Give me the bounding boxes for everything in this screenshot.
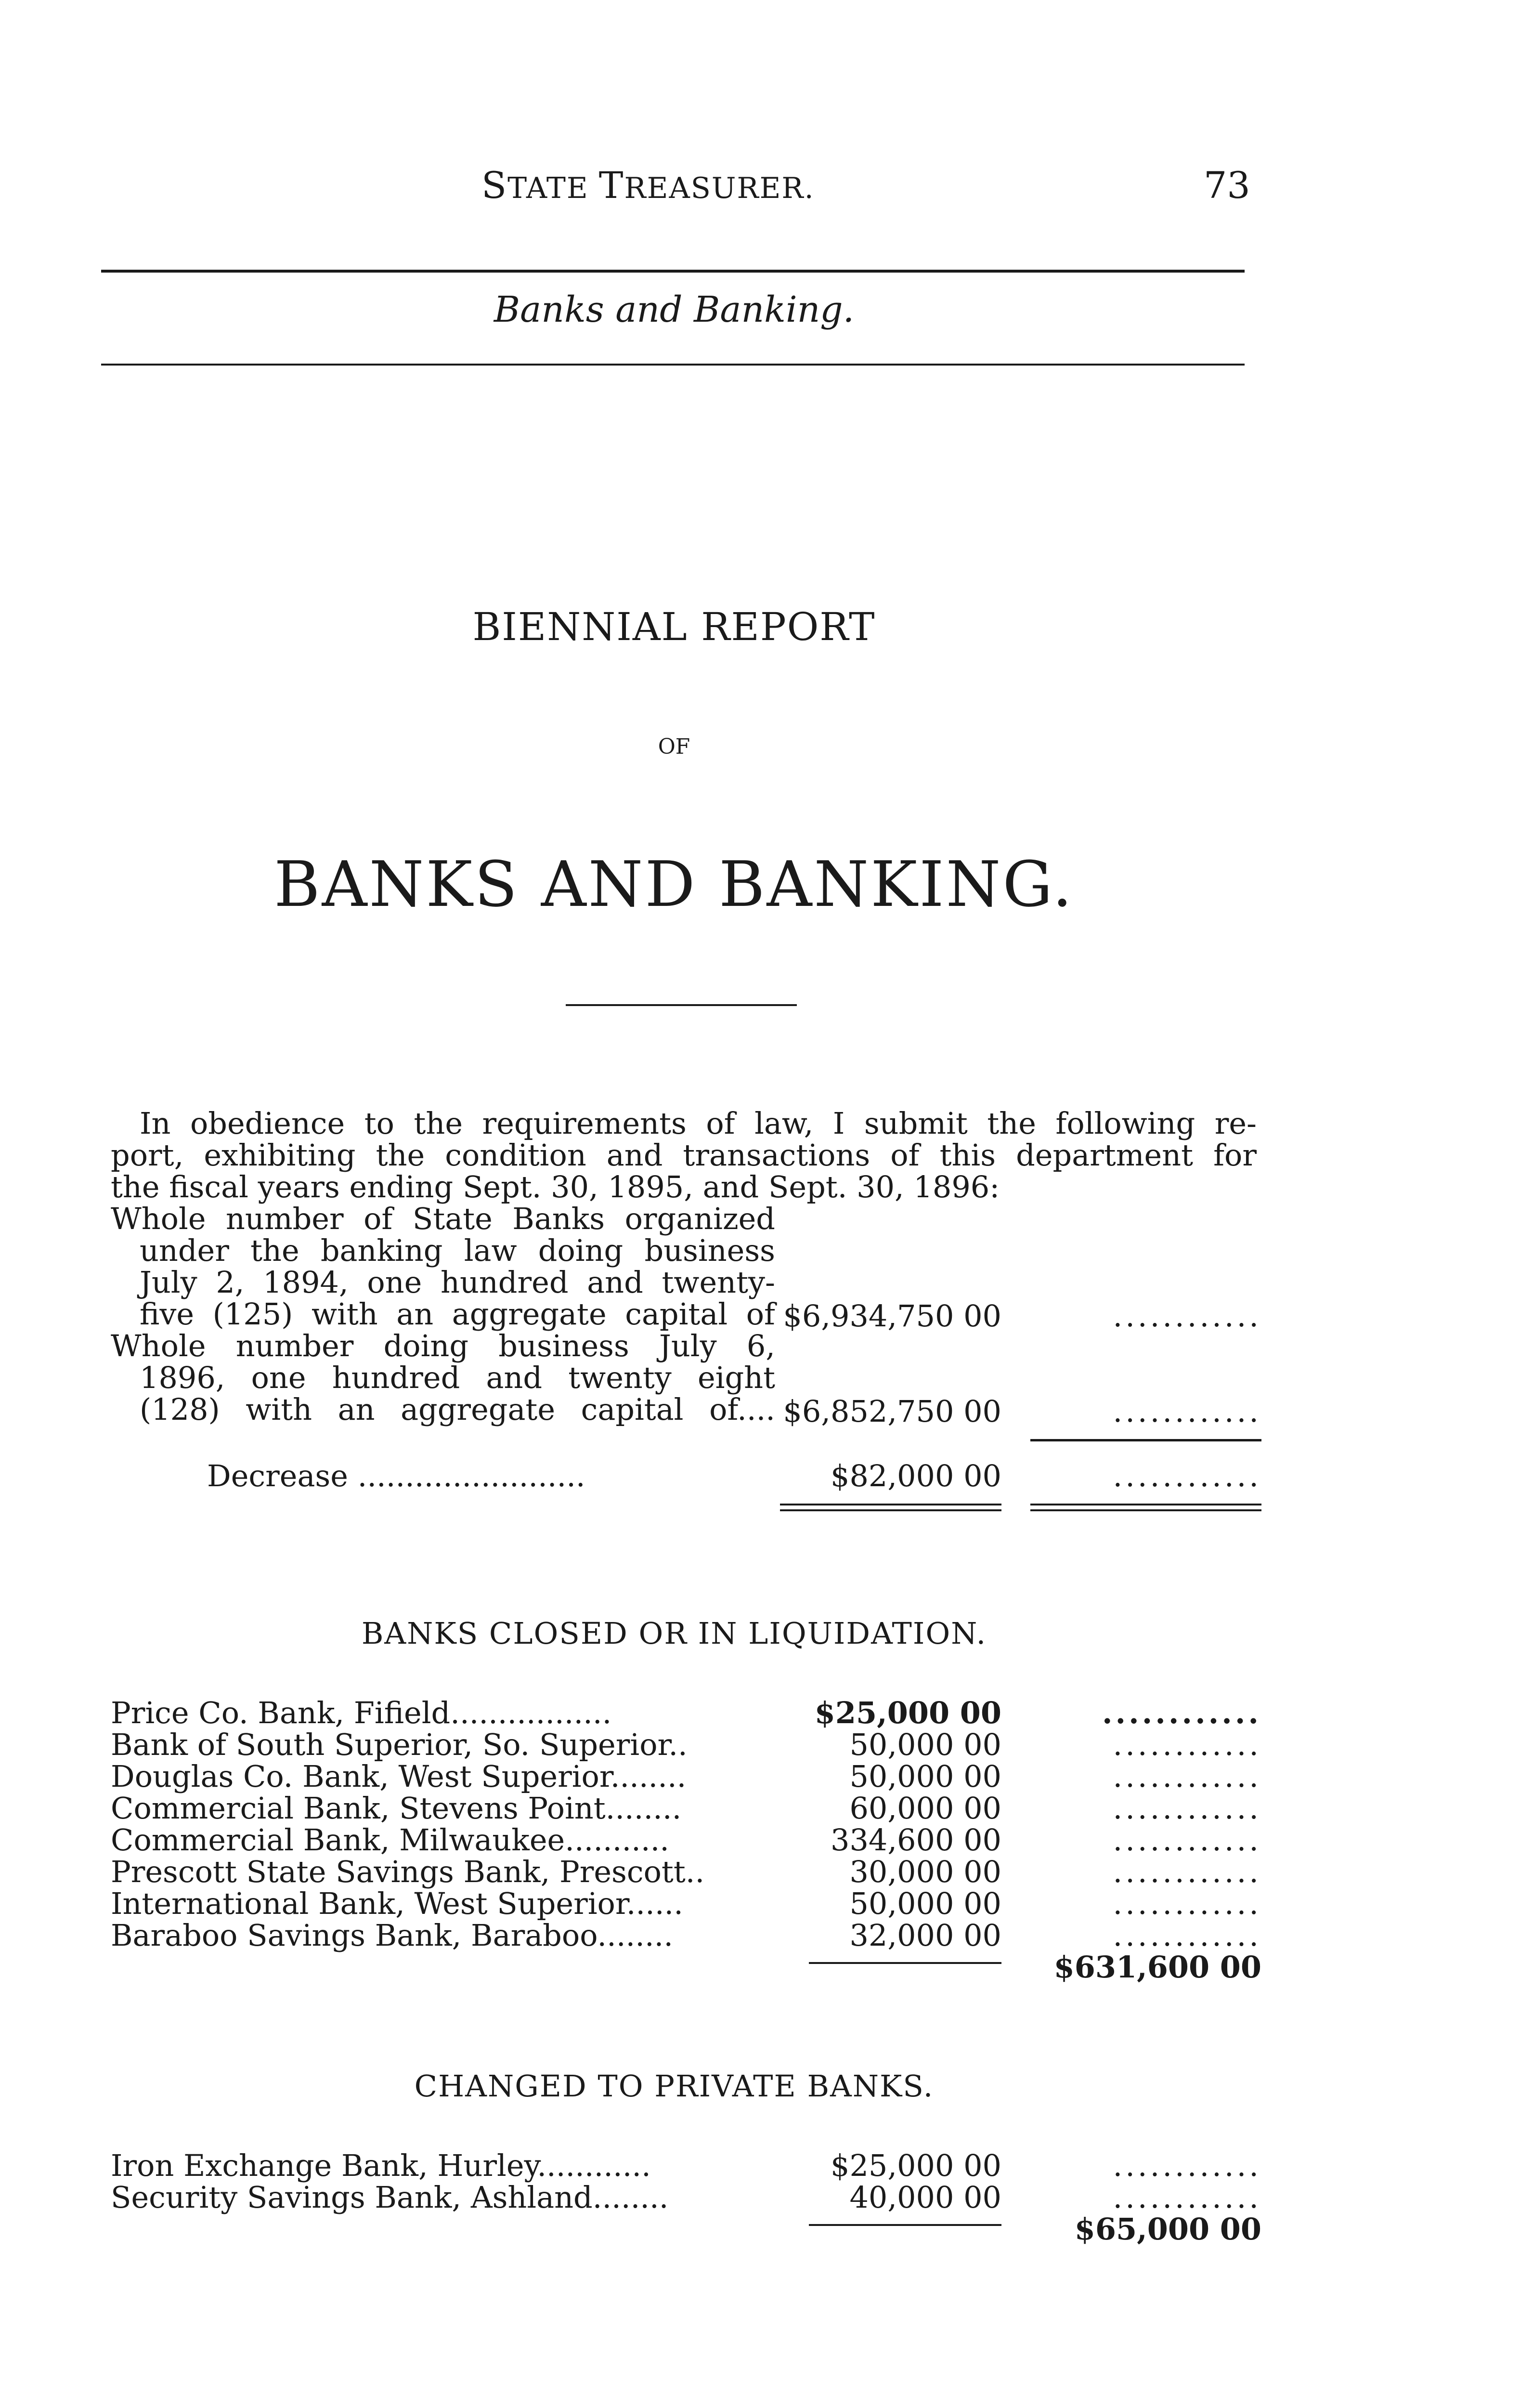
item1-line-1: Whole number of State Banks organized (111, 1201, 775, 1236)
closed-row-name: International Bank, West Superior...... (111, 1886, 683, 1921)
private-heading: CHANGED TO PRIVATE BANKS. (414, 2068, 934, 2104)
private-row-dots: ............ (1113, 2180, 1261, 2215)
item1-line-4: five (125) with an aggregate capital of (140, 1296, 775, 1332)
private-row-name: Security Savings Bank, Ashland........ (111, 2180, 669, 2215)
closed-row-amount: 32,000 00 (849, 1918, 1001, 1953)
header-rule-bottom (101, 364, 1245, 366)
closed-row-dots: ............ (1113, 1854, 1261, 1889)
report-title-of: OF (658, 734, 690, 759)
item2-rule (1030, 1439, 1261, 1441)
decrease-double-rule-a1 (780, 1504, 1001, 1505)
running-title-rest-1: TATE (507, 171, 599, 205)
running-title-initial-1: S (481, 164, 508, 207)
section-subhead: Banks and Banking. (494, 289, 855, 330)
closed-row-name: Bank of South Superior, So. Superior.. (111, 1727, 688, 1762)
private-row-amount: $25,000 00 (831, 2148, 1001, 2183)
closed-row-amount: 50,000 00 (849, 1727, 1001, 1762)
closed-row-amount: 50,000 00 (849, 1759, 1001, 1794)
decrease-dots: ............ (1113, 1458, 1261, 1493)
closed-row-amount: 334,600 00 (831, 1822, 1001, 1858)
closed-row-name: Commercial Bank, Stevens Point........ (111, 1791, 682, 1826)
item2-line-1: Whole number doing business July 6, (111, 1328, 775, 1363)
closed-row-dots: ............ (1102, 1695, 1261, 1730)
decrease-label: Decrease ........................ (207, 1458, 585, 1493)
intro-line-1: In obedience to the requirements of law, I submit the following re- (140, 1106, 1257, 1141)
item1-line-3: July 2, 1894, one hundred and twenty- (140, 1265, 775, 1300)
intro-line-3: the fiscal years ending Sept. 30, 1895, and Sept. 30, 1896: (111, 1169, 1000, 1204)
private-total: $65,000 00 (1074, 2212, 1261, 2247)
decrease-double-rule-b1 (1030, 1504, 1261, 1505)
closed-subtotal-rule (809, 1962, 1001, 1964)
item2-line-3: (128) with an aggregate capital of.... (140, 1392, 775, 1427)
item1-amount: $6,934,750 00 (783, 1298, 1001, 1334)
closed-row-dots: ............ (1113, 1918, 1261, 1953)
intro-paragraph (111, 1108, 1257, 1203)
closed-row-amount: 50,000 00 (849, 1886, 1001, 1921)
closed-row-dots: ............ (1113, 1791, 1261, 1826)
item2-line-2: 1896, one hundred and twenty eight (140, 1360, 775, 1395)
closed-row-name: Baraboo Savings Bank, Baraboo........ (111, 1918, 674, 1953)
decrease-amount: $82,000 00 (831, 1458, 1001, 1493)
report-title-main: BANKS AND BANKING. (274, 848, 1074, 921)
intro-line-2: port, exhibiting the condition and transactions of this department for (111, 1138, 1257, 1173)
closed-row-dots: ............ (1113, 1727, 1261, 1762)
report-title-line1: BIENNIAL REPORT (472, 604, 876, 649)
running-title (481, 164, 815, 207)
closed-row-dots: ............ (1113, 1822, 1261, 1858)
header-rule-top (101, 270, 1245, 273)
state-banks-1894-text (111, 1203, 775, 1330)
page-number: 73 (1204, 164, 1250, 207)
private-row-dots: ............ (1113, 2148, 1261, 2183)
private-row-name: Iron Exchange Bank, Hurley............ (111, 2148, 651, 2183)
closed-total: $631,600 00 (1053, 1950, 1261, 1985)
closed-row-name: Price Co. Bank, Fifield................. (111, 1695, 612, 1730)
private-subtotal-rule (809, 2224, 1001, 2226)
state-banks-1896-text (111, 1330, 775, 1426)
item2-dots: ............ (1113, 1394, 1261, 1429)
closed-heading: BANKS CLOSED OR IN LIQUIDATION. (361, 1616, 987, 1651)
item1-line-2: under the banking law doing business (140, 1233, 775, 1268)
closed-row-name: Prescott State Savings Bank, Prescott.. (111, 1854, 705, 1889)
closed-row-dots: ............ (1113, 1886, 1261, 1921)
running-title-rest-2: REASURER. (624, 171, 815, 205)
item1-dots: ............ (1113, 1298, 1261, 1334)
closed-row-amount: 60,000 00 (849, 1791, 1001, 1826)
closed-row-amount: 30,000 00 (849, 1854, 1001, 1889)
closed-row-dots: ............ (1113, 1759, 1261, 1794)
closed-row-name: Commercial Bank, Milwaukee........... (111, 1822, 670, 1858)
private-row-amount: 40,000 00 (849, 2180, 1001, 2215)
item2-amount: $6,852,750 00 (783, 1394, 1001, 1429)
closed-row-name: Douglas Co. Bank, West Superior........ (111, 1759, 687, 1794)
decrease-double-rule-a2 (780, 1509, 1001, 1511)
running-title-initial-2: T (598, 164, 624, 207)
decrease-double-rule-b2 (1030, 1509, 1261, 1511)
closed-row-amount: $25,000 00 (814, 1695, 1001, 1730)
title-divider (566, 1004, 797, 1006)
